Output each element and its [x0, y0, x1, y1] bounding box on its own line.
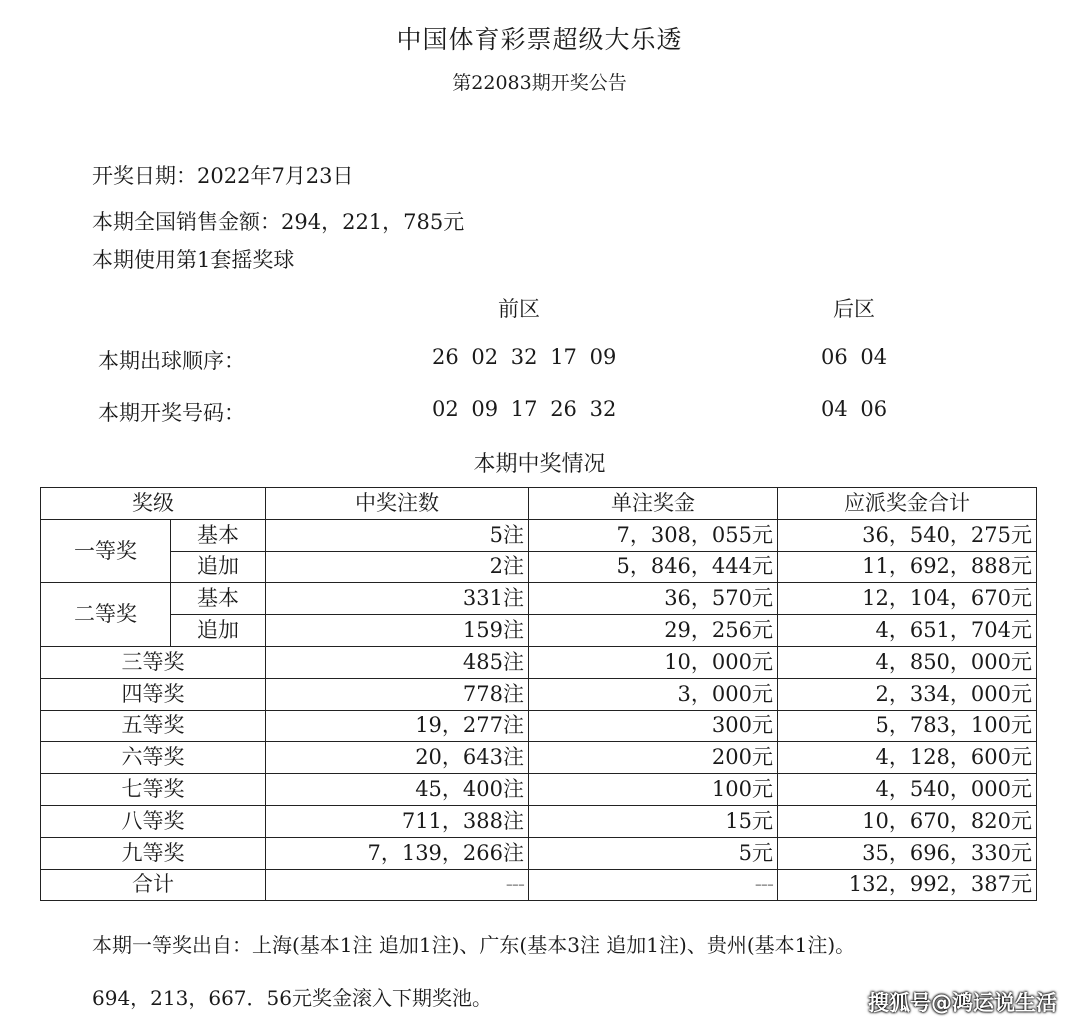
winning-numbers-front: 02 09 17 26 32 [432, 397, 617, 421]
draw-order-front: 26 02 32 17 09 [432, 345, 617, 369]
prize-table [40, 487, 1037, 901]
prize-cell: 10，000元 [529, 646, 778, 678]
prize-cell: 100元 [529, 774, 778, 806]
level-cell: 三等奖 [41, 646, 266, 678]
count-cell: 7，139，266注 [266, 837, 529, 869]
first-prize-origin: 本期一等奖出自：上海(基本1注 追加1注)、广东(基本3注 追加1注)、贵州(基本1注)。 [92, 933, 856, 957]
total-cell: 36，540，275元 [778, 519, 1037, 551]
draw-order-label: 本期出球顺序： [98, 349, 245, 373]
level-cell: 七等奖 [41, 774, 266, 806]
count-cell: 45，400注 [266, 774, 529, 806]
sales-amount: 本期全国销售金额：294，221，785元 [92, 210, 465, 234]
header-level: 奖级 [41, 488, 266, 520]
page-title: 中国体育彩票超级大乐透 [396, 25, 683, 54]
level-cell: 合计 [41, 869, 266, 901]
watermark: 搜狐号@鸿运说生活 [868, 991, 1057, 1015]
count-cell: 20，643注 [266, 742, 529, 774]
total-cell: 11，692，888元 [778, 551, 1037, 583]
level-cell: 五等奖 [41, 710, 266, 742]
type-cell: 基本 [171, 519, 266, 551]
table-row [41, 583, 1037, 615]
level-cell: 九等奖 [41, 837, 266, 869]
total-cell: 12，104，670元 [778, 583, 1037, 615]
table-header-row [41, 488, 1037, 520]
table-row [41, 742, 1037, 774]
total-cell: 4，651，704元 [778, 615, 1037, 647]
winning-numbers-label: 本期开奖号码： [98, 401, 245, 425]
prize-cell: 5元 [529, 837, 778, 869]
ball-set-info: 本期使用第1套摇奖球 [92, 248, 295, 272]
count-cell: 778注 [266, 678, 529, 710]
prize-cell: 29，256元 [529, 615, 778, 647]
total-cell: 4，540，000元 [778, 774, 1037, 806]
prize-cell: 36，570元 [529, 583, 778, 615]
header-total: 应派奖金合计 [778, 488, 1037, 520]
page-subtitle: 第22083期开奖公告 [452, 72, 627, 94]
jackpot-rollover: 694，213，667．56元奖金滚入下期奖池。 [92, 986, 492, 1010]
total-cell: 2，334，000元 [778, 678, 1037, 710]
front-zone-header: 前区 [498, 297, 540, 321]
total-cell: 5，783，100元 [778, 710, 1037, 742]
count-cell: 711，388注 [266, 805, 529, 837]
total-cell: 4，128，600元 [778, 742, 1037, 774]
type-cell: 基本 [171, 583, 266, 615]
back-zone-header: 后区 [833, 297, 875, 321]
count-cell: 19，277注 [266, 710, 529, 742]
type-cell: 追加 [171, 551, 266, 583]
table-row [41, 519, 1037, 551]
count-cell: 331注 [266, 583, 529, 615]
total-cell: 4，850，000元 [778, 646, 1037, 678]
table-row [41, 805, 1037, 837]
count-cell: 5注 [266, 519, 529, 551]
section-title: 本期中奖情况 [473, 452, 606, 477]
prize-cell: 300元 [529, 710, 778, 742]
winning-numbers-back: 04 06 [821, 397, 888, 421]
count-cell: 159注 [266, 615, 529, 647]
table-row [41, 646, 1037, 678]
table-row [41, 837, 1037, 869]
count-cell: --- [266, 869, 529, 901]
total-cell: 132，992，387元 [778, 869, 1037, 901]
prize-cell: 200元 [529, 742, 778, 774]
type-cell: 追加 [171, 615, 266, 647]
table-row [41, 774, 1037, 806]
prize-cell: 15元 [529, 805, 778, 837]
table-row [41, 615, 1037, 647]
prize-cell: --- [529, 869, 778, 901]
prize-cell: 7，308，055元 [529, 519, 778, 551]
header-count: 中奖注数 [266, 488, 529, 520]
prize-cell: 5，846，444元 [529, 551, 778, 583]
level-cell: 八等奖 [41, 805, 266, 837]
draw-date: 开奖日期：2022年7月23日 [92, 164, 354, 188]
table-row [41, 710, 1037, 742]
level-cell: 六等奖 [41, 742, 266, 774]
total-cell: 10，670，820元 [778, 805, 1037, 837]
total-cell: 35，696，330元 [778, 837, 1037, 869]
level-cell: 四等奖 [41, 678, 266, 710]
count-cell: 485注 [266, 646, 529, 678]
header-prize: 单注奖金 [529, 488, 778, 520]
table-total-row [41, 869, 1037, 901]
draw-order-back: 06 04 [821, 345, 888, 369]
prize-cell: 3，000元 [529, 678, 778, 710]
level-cell: 一等奖 [41, 519, 171, 583]
level-cell: 二等奖 [41, 583, 171, 647]
table-row [41, 678, 1037, 710]
table-row [41, 551, 1037, 583]
count-cell: 2注 [266, 551, 529, 583]
